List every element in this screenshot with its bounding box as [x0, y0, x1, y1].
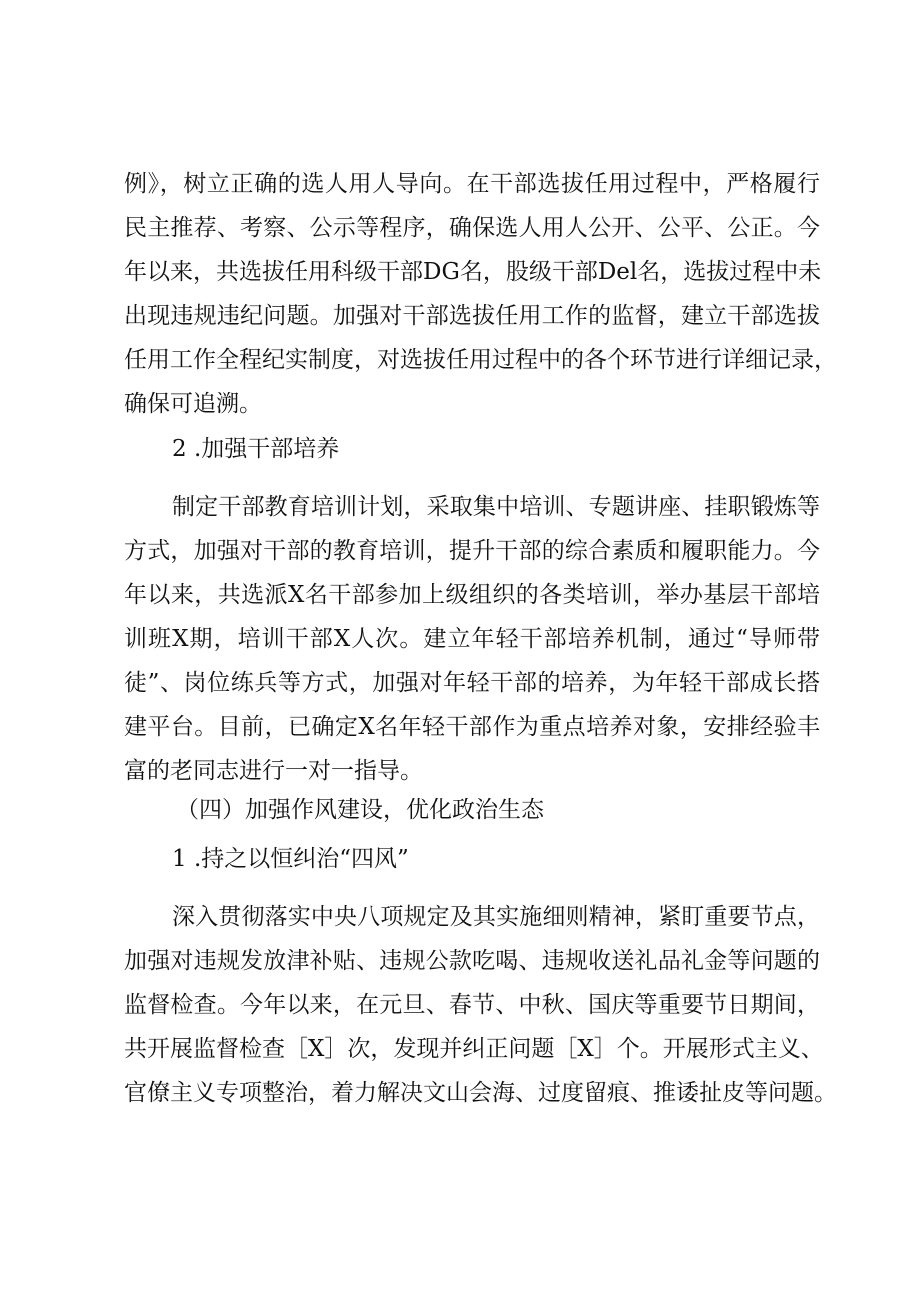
text-line: 例》，树立正确的选人用人导向。在干部选拔任用过程中，严格履行 [124, 171, 820, 197]
section-heading-cadre-training: 2 .加强干部培养 [172, 436, 340, 462]
text-line: 确保可追溯。 [124, 391, 262, 417]
text-line: 加强对违规发放津补贴、违规公款吃喝、违规收送礼品礼金等问题的 [124, 948, 820, 974]
text-line: 出现违规违纪问题。加强对干部选拔任用工作的监督，建立干部选拔 [124, 303, 820, 329]
section-heading-work-style: （四）加强作风建设，优化政治生态 [176, 797, 544, 823]
text-line: 方式，加强对干部的教育培训，提升干部的综合素质和履职能力。今 [124, 538, 820, 564]
text-line: 共开展监督检查［X］次，发现并纠正问题［X］个。开展形式主义、 [124, 1036, 824, 1062]
text-line: 官僚主义专项整治，着力解决文山会海、过度留痕、推诿扯皮等问题。 [124, 1080, 837, 1106]
text-line: 徒”、岗位练兵等方式，加强对年轻干部的培养，为年轻干部成长搭 [124, 670, 820, 696]
text-line: 富的老同志进行一对一指导。 [124, 758, 423, 784]
text-line: 制定干部教育培训计划，采取集中培训、专题讲座、挂职锻炼等 [172, 494, 820, 520]
paragraph-four-winds [124, 895, 837, 1115]
paragraph-cadre-selection [124, 162, 837, 426]
text-line: 训班X期，培训干部X人次。建立年轻干部培养机制，通过“导师带 [124, 626, 820, 652]
subsection-heading-four-winds: 1 .持之以恒纠治“四风” [172, 846, 409, 872]
text-line: 民主推荐、考察、公示等程序，确保选人用人公开、公平、公正。今 [124, 215, 820, 241]
text-line: 建平台。目前，已确定X名年轻干部作为重点培养对象，安排经验丰 [124, 714, 820, 740]
text-line: 深入贯彻落实中央八项规定及其实施细则精神，紧盯重要节点， [172, 904, 820, 930]
text-line: 任用工作全程纪实制度，对选拔任用过程中的各个环节进行详细记录， [124, 347, 837, 373]
text-line: 年以来，共选拔任用科级干部DG名，股级干部Del名，选拔过程中未 [124, 259, 822, 285]
text-line: 年以来，共选派X名干部参加上级组织的各类培训，举办基层干部培 [124, 582, 820, 608]
paragraph-cadre-training [124, 485, 820, 793]
text-line: 监督检查。今年以来，在元旦、春节、中秋、国庆等重要节日期间， [124, 992, 820, 1018]
